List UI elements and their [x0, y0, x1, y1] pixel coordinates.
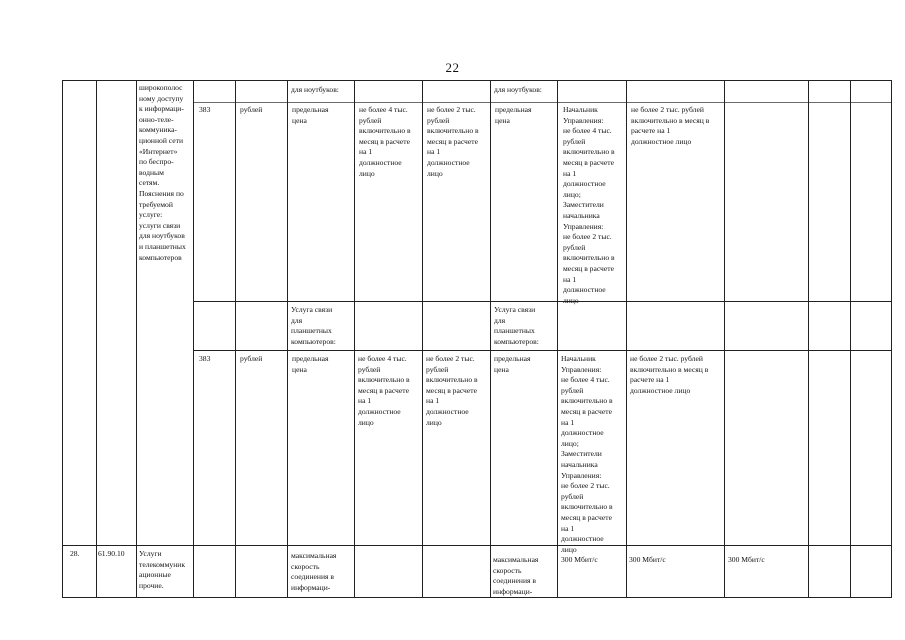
- column-divider: [354, 80, 355, 598]
- okei-code: 383: [199, 105, 211, 114]
- unit-name: рублей: [240, 105, 263, 114]
- column-divider: [96, 80, 97, 598]
- value-approved: Начальник Управления: не более 4 тыс. рублей включительно в месяц в расчете на 1 должностное лицо; Заместители начальника Управления: не более 2 тыс. рублей включительно в месяц в расчете на 1 должностное лицо: [563, 105, 615, 305]
- service-category-text: широкополос ному доступу к информаци- онно-теле- коммуника- ционной сети «Интернет» по беспро- водным сетям. Пояснения по требуемой услуге: услуги связи для ноутбуков и планшетных компьютеров: [139, 83, 186, 262]
- value-head-of-office: не более 4 тыс. рублей включительно в месяц в расчете на 1 должностное лицо: [358, 354, 410, 427]
- service-name: Услуги телекоммуник ационные прочие.: [139, 549, 186, 590]
- column-divider: [808, 80, 809, 598]
- table-top-border: [62, 80, 892, 81]
- column-divider: [422, 80, 423, 598]
- characteristic-name: предельная цена: [292, 354, 329, 374]
- characteristic-name-approved: предельная цена: [494, 354, 531, 374]
- characteristic-name: максимальная скорость соединения в информаци-: [291, 551, 337, 592]
- table-left-border: [62, 80, 63, 598]
- column-divider: [850, 80, 851, 598]
- value-head-of-office: 300 Мбит/с: [561, 555, 598, 564]
- characteristic-name-approved: максимальная скорость соединения в информаци-: [493, 555, 539, 596]
- value-head-of-office: не более 4 тыс. рублей включительно в месяц в расчете на 1 должностное лицо: [359, 105, 411, 178]
- okei-code: 383: [199, 354, 211, 363]
- page-number: 22: [445, 60, 460, 75]
- column-divider: [490, 80, 491, 598]
- column-divider: [626, 80, 627, 598]
- value-approved: Начальник Управления: не более 4 тыс. рублей включительно в месяц в расчете на 1 должностное лицо; Заместители начальника Управления: не более 2 тыс. рублей включительно в месяц в расчете на 1 должностное лицо: [561, 354, 613, 554]
- row-divider: [193, 102, 892, 103]
- characteristic-name: предельная цена: [292, 105, 329, 125]
- subheading-laptops: для ноутбуков:: [291, 85, 339, 94]
- value-deputy: не более 2 тыс. рублей включительно в месяц в расчете на 1 должностное лицо: [427, 105, 479, 178]
- row-divider: [193, 301, 892, 302]
- row-divider: [62, 545, 892, 546]
- table-right-border: [891, 80, 892, 598]
- okpd2-code: 61.90.10: [98, 549, 125, 558]
- column-divider: [193, 80, 194, 598]
- subheading-tablets: Услуга связи для планшетных компьютеров:: [291, 305, 336, 346]
- row-divider: [193, 350, 892, 351]
- column-divider: [287, 80, 288, 598]
- column-divider: [557, 80, 558, 598]
- value-subordinate: не более 2 тыс. рублей включительно в месяц в расчете на 1 должностное лицо: [630, 354, 709, 395]
- value-subordinate: 300 Мбит/с: [728, 555, 765, 564]
- value-deputy: 300 Мбит/с: [629, 555, 666, 564]
- characteristic-name-approved: предельная цена: [495, 105, 532, 125]
- row-number: 28.: [70, 549, 80, 558]
- value-subordinate: не более 2 тыс. рублей включительно в месяц в расчете на 1 должностное лицо: [631, 105, 710, 146]
- column-divider: [235, 80, 236, 598]
- unit-name: рублей: [240, 354, 263, 363]
- column-divider: [136, 80, 137, 598]
- column-divider: [724, 80, 725, 598]
- subheading-tablets-approved: Услуга связи для планшетных компьютеров:: [494, 305, 539, 346]
- value-deputy: не более 2 тыс. рублей включительно в месяц в расчете на 1 должностное лицо: [426, 354, 478, 427]
- subheading-laptops-approved: для ноутбуков:: [494, 85, 542, 94]
- table-bottom-border: [62, 597, 892, 598]
